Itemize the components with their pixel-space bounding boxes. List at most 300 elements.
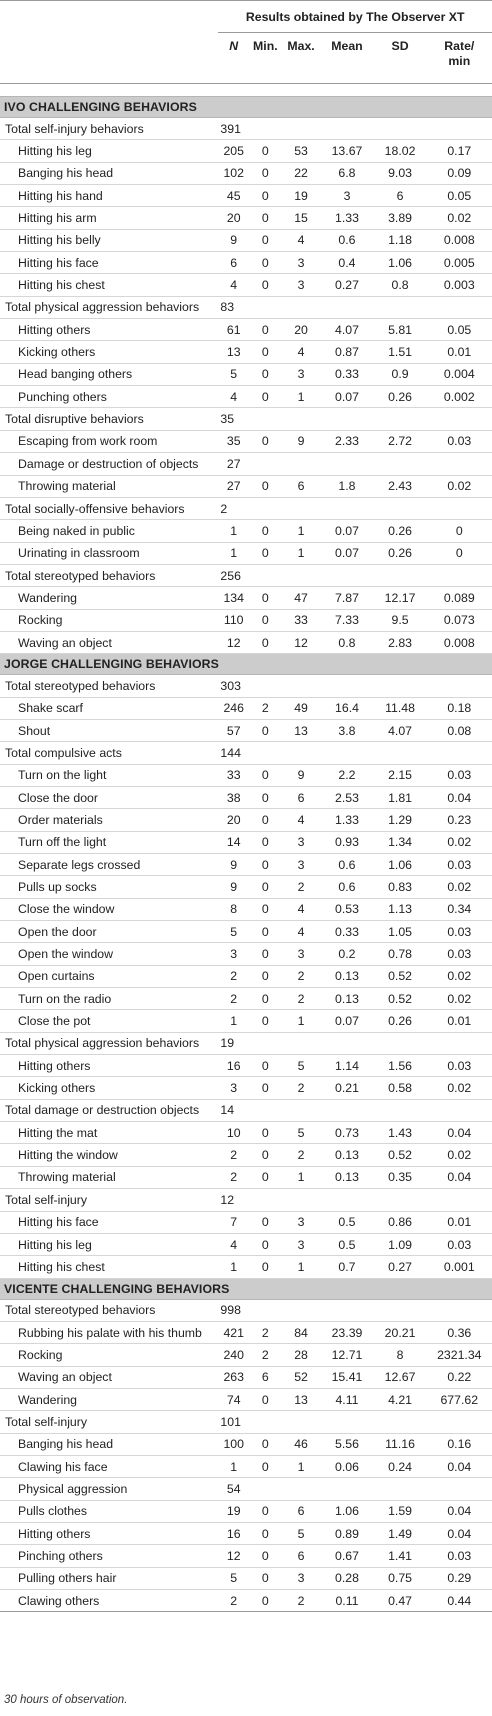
cell-max: 2 [282, 1077, 321, 1099]
cell-max: 3 [282, 943, 321, 965]
cell-rate: 0.04 [427, 786, 492, 808]
cell-mean: 0.6 [320, 854, 373, 876]
cell-mean: 0.13 [320, 988, 373, 1010]
cell-sd: 18.02 [374, 140, 427, 162]
cell-max: 19 [282, 185, 321, 207]
cell-rate: 0.03 [427, 921, 492, 943]
cell-behavior-label: Kicking others [0, 1077, 218, 1099]
cell-behavior-label: Pulls up socks [0, 876, 218, 898]
cell-mean: 0.28 [320, 1567, 373, 1589]
header-blank-cell [0, 1, 218, 33]
table-row [0, 252, 492, 274]
table-body [0, 97, 492, 1612]
cell-rate: 0.18 [427, 697, 492, 719]
cell-sd [374, 1189, 427, 1211]
table-row-total [0, 1299, 492, 1321]
header-row-group [0, 1, 492, 33]
cell-sd: 2.72 [374, 430, 427, 452]
cell-max: 1 [282, 1010, 321, 1032]
cell-behavior-label: Wandering [0, 587, 218, 609]
cell-rate: 0.073 [427, 609, 492, 631]
cell-n: 27 [218, 453, 249, 475]
cell-min: 6 [249, 1366, 282, 1388]
cell-sd [374, 564, 427, 586]
cell-max: 20 [282, 319, 321, 341]
cell-min: 2 [249, 1321, 282, 1343]
cell-n: 4 [218, 274, 249, 296]
cell-rate: 0.02 [427, 1077, 492, 1099]
cell-n: 2 [218, 1144, 249, 1166]
cell-min: 0 [249, 1233, 282, 1255]
cell-mean: 12.71 [320, 1344, 373, 1366]
cell-behavior-label: Total compulsive acts [0, 742, 218, 764]
cell-mean: 0.11 [320, 1590, 373, 1612]
cell-sd: 11.48 [374, 697, 427, 719]
cell-mean: 2.2 [320, 764, 373, 786]
cell-mean: 0.6 [320, 229, 373, 251]
column-header-n: N [218, 33, 249, 84]
cell-sd: 2.15 [374, 764, 427, 786]
cell-max: 6 [282, 1545, 321, 1567]
cell-min: 0 [249, 719, 282, 741]
cell-n: 7 [218, 1211, 249, 1233]
cell-max [282, 564, 321, 586]
cell-sd: 1.13 [374, 898, 427, 920]
cell-max: 3 [282, 252, 321, 274]
cell-rate: 0.03 [427, 764, 492, 786]
cell-sd: 1.81 [374, 786, 427, 808]
cell-min: 0 [249, 1077, 282, 1099]
cell-sd [374, 1478, 427, 1500]
table-row [0, 1233, 492, 1255]
column-header-min: Min. [249, 33, 282, 84]
table-row [0, 207, 492, 229]
cell-sd: 2.43 [374, 475, 427, 497]
cell-mean: 0.07 [320, 542, 373, 564]
cell-sd: 1.49 [374, 1522, 427, 1544]
cell-sd [374, 118, 427, 140]
cell-rate: 0.09 [427, 162, 492, 184]
cell-n: 45 [218, 185, 249, 207]
cell-rate: 0.02 [427, 475, 492, 497]
table-row [0, 1590, 492, 1612]
cell-max: 47 [282, 587, 321, 609]
table-row-total [0, 1032, 492, 1054]
cell-mean: 2.33 [320, 430, 373, 452]
table-row [0, 1500, 492, 1522]
cell-behavior-label: Rubbing his palate with his thumb [0, 1321, 218, 1343]
cell-sd: 0.58 [374, 1077, 427, 1099]
cell-behavior-label: Total socially-offensive behaviors [0, 497, 218, 519]
cell-max [282, 1189, 321, 1211]
table-row [0, 587, 492, 609]
cell-mean: 0.07 [320, 1010, 373, 1032]
cell-mean: 6.8 [320, 162, 373, 184]
cell-sd: 1.09 [374, 1233, 427, 1255]
cell-max: 3 [282, 1233, 321, 1255]
cell-rate: 0.02 [427, 831, 492, 853]
cell-n: 14 [218, 1099, 249, 1121]
cell-max: 6 [282, 786, 321, 808]
cell-min: 0 [249, 1055, 282, 1077]
cell-max: 9 [282, 430, 321, 452]
cell-rate: 0.03 [427, 943, 492, 965]
table-row-total [0, 564, 492, 586]
table-row [0, 430, 492, 452]
cell-mean: 0.5 [320, 1233, 373, 1255]
cell-sd: 20.21 [374, 1321, 427, 1343]
cell-sd: 0.75 [374, 1567, 427, 1589]
cell-min: 0 [249, 1590, 282, 1612]
cell-sd: 0.26 [374, 520, 427, 542]
cell-min [249, 1411, 282, 1433]
cell-min: 0 [249, 542, 282, 564]
cell-max: 3 [282, 854, 321, 876]
cell-mean: 0.89 [320, 1522, 373, 1544]
cell-max [282, 296, 321, 318]
cell-sd: 0.83 [374, 876, 427, 898]
cell-mean: 0.13 [320, 1144, 373, 1166]
cell-rate: 0.05 [427, 319, 492, 341]
cell-behavior-label: Banging his head [0, 1433, 218, 1455]
cell-sd: 2.83 [374, 631, 427, 653]
cell-n: 101 [218, 1411, 249, 1433]
cell-sd [374, 408, 427, 430]
cell-mean: 0.06 [320, 1455, 373, 1477]
cell-sd: 8 [374, 1344, 427, 1366]
cell-max: 4 [282, 898, 321, 920]
cell-mean: 0.27 [320, 274, 373, 296]
cell-sd: 6 [374, 185, 427, 207]
table-row [0, 1567, 492, 1589]
cell-n: 33 [218, 764, 249, 786]
cell-sd: 0.78 [374, 943, 427, 965]
cell-sd: 1.51 [374, 341, 427, 363]
cell-sd: 0.26 [374, 386, 427, 408]
cell-mean: 5.56 [320, 1433, 373, 1455]
cell-sd [374, 1032, 427, 1054]
cell-mean [320, 1411, 373, 1433]
cell-max [282, 1099, 321, 1121]
cell-behavior-label: Hitting his belly [0, 229, 218, 251]
table-row [0, 988, 492, 1010]
cell-sd: 1.43 [374, 1122, 427, 1144]
cell-n: 134 [218, 587, 249, 609]
cell-n: 110 [218, 609, 249, 631]
cell-rate [427, 1099, 492, 1121]
cell-behavior-label: Hitting his chest [0, 274, 218, 296]
cell-n: 8 [218, 898, 249, 920]
cell-behavior-label: Hitting his face [0, 1211, 218, 1233]
cell-behavior-label: Total physical aggression behaviors [0, 296, 218, 318]
cell-mean: 2.53 [320, 786, 373, 808]
cell-sd: 12.17 [374, 587, 427, 609]
cell-n: 2 [218, 1590, 249, 1612]
cell-rate: 0.03 [427, 430, 492, 452]
cell-sd: 12.67 [374, 1366, 427, 1388]
cell-n: 16 [218, 1522, 249, 1544]
cell-mean [320, 564, 373, 586]
cell-mean [320, 675, 373, 697]
cell-max: 15 [282, 207, 321, 229]
cell-min: 0 [249, 764, 282, 786]
cell-mean [320, 1478, 373, 1500]
cell-behavior-label: Pinching others [0, 1545, 218, 1567]
cell-n: 303 [218, 675, 249, 697]
cell-rate: 0.003 [427, 274, 492, 296]
cell-n: 3 [218, 1077, 249, 1099]
cell-min: 0 [249, 185, 282, 207]
cell-n: 9 [218, 854, 249, 876]
cell-n: 16 [218, 1055, 249, 1077]
cell-behavior-label: Hitting the mat [0, 1122, 218, 1144]
cell-min [249, 118, 282, 140]
cell-sd: 0.9 [374, 363, 427, 385]
cell-mean: 7.33 [320, 609, 373, 631]
cell-n: 2 [218, 965, 249, 987]
cell-min: 0 [249, 1010, 282, 1032]
cell-rate: 0.23 [427, 809, 492, 831]
cell-mean: 0.73 [320, 1122, 373, 1144]
cell-n: 12 [218, 1189, 249, 1211]
cell-behavior-label: Total self-injury behaviors [0, 118, 218, 140]
cell-behavior-label: Rocking [0, 609, 218, 631]
table-row [0, 1256, 492, 1278]
cell-n: 1 [218, 542, 249, 564]
cell-behavior-label: Physical aggression [0, 1478, 218, 1500]
cell-behavior-label: Close the pot [0, 1010, 218, 1032]
cell-sd: 0.52 [374, 1144, 427, 1166]
cell-mean: 1.33 [320, 809, 373, 831]
cell-rate: 0 [427, 520, 492, 542]
cell-max [282, 1411, 321, 1433]
cell-mean: 0.33 [320, 363, 373, 385]
cell-min: 0 [249, 921, 282, 943]
table-row [0, 1055, 492, 1077]
cell-mean: 0.33 [320, 921, 373, 943]
table-row [0, 1545, 492, 1567]
cell-behavior-label: Head banging others [0, 363, 218, 385]
table-row [0, 1144, 492, 1166]
cell-behavior-label: Clawing his face [0, 1455, 218, 1477]
table-row [0, 1211, 492, 1233]
cell-rate [427, 564, 492, 586]
cell-mean: 3.8 [320, 719, 373, 741]
cell-n: 2 [218, 497, 249, 519]
cell-n: 19 [218, 1032, 249, 1054]
cell-sd: 0.8 [374, 274, 427, 296]
table-row [0, 140, 492, 162]
cell-mean: 0.93 [320, 831, 373, 853]
cell-sd [374, 1099, 427, 1121]
table-row [0, 542, 492, 564]
cell-mean: 0.2 [320, 943, 373, 965]
cell-rate: 0.02 [427, 207, 492, 229]
cell-n: 35 [218, 430, 249, 452]
cell-max: 2 [282, 965, 321, 987]
cell-rate: 0.17 [427, 140, 492, 162]
cell-behavior-label: Escaping from work room [0, 430, 218, 452]
table-row [0, 876, 492, 898]
cell-n: 20 [218, 809, 249, 831]
header-blank-cell [0, 33, 218, 84]
cell-rate: 0.03 [427, 1055, 492, 1077]
cell-rate: 0.05 [427, 185, 492, 207]
cell-n: 12 [218, 1545, 249, 1567]
cell-n: 5 [218, 921, 249, 943]
cell-sd: 0.86 [374, 1211, 427, 1233]
cell-n: 2 [218, 1166, 249, 1188]
cell-max [282, 742, 321, 764]
cell-sd: 1.34 [374, 831, 427, 853]
cell-rate: 0.01 [427, 1010, 492, 1032]
cell-max [282, 118, 321, 140]
cell-n: 9 [218, 876, 249, 898]
cell-n: 14 [218, 831, 249, 853]
table-row [0, 1321, 492, 1343]
table-row [0, 831, 492, 853]
cell-max: 3 [282, 831, 321, 853]
cell-behavior-label: Open curtains [0, 965, 218, 987]
cell-min: 0 [249, 319, 282, 341]
cell-mean [320, 497, 373, 519]
cell-sd: 4.21 [374, 1388, 427, 1410]
cell-behavior-label: Open the window [0, 943, 218, 965]
header-row-columns [0, 33, 492, 84]
cell-behavior-label: Hitting his hand [0, 185, 218, 207]
cell-rate: 0.02 [427, 1144, 492, 1166]
cell-max [282, 453, 321, 475]
cell-mean: 0.5 [320, 1211, 373, 1233]
cell-n: 256 [218, 564, 249, 586]
cell-n: 1 [218, 1455, 249, 1477]
cell-n: 3 [218, 943, 249, 965]
cell-max: 4 [282, 341, 321, 363]
cell-mean: 0.07 [320, 520, 373, 542]
cell-behavior-label: Clawing others [0, 1590, 218, 1612]
table-row-total [0, 408, 492, 430]
cell-max: 5 [282, 1522, 321, 1544]
cell-mean: 0.53 [320, 898, 373, 920]
table-row-total [0, 118, 492, 140]
table-row-total [0, 1099, 492, 1121]
cell-rate [427, 296, 492, 318]
section-title: VICENTE CHALLENGING BEHAVIORS [0, 1278, 492, 1299]
cell-sd [374, 1299, 427, 1321]
cell-rate: 0.001 [427, 1256, 492, 1278]
cell-mean: 0.13 [320, 1166, 373, 1188]
table-row-total [0, 1189, 492, 1211]
cell-max: 2 [282, 1144, 321, 1166]
cell-min: 2 [249, 697, 282, 719]
table-row [0, 274, 492, 296]
cell-max: 4 [282, 229, 321, 251]
cell-sd: 9.5 [374, 609, 427, 631]
cell-rate: 0.03 [427, 1233, 492, 1255]
cell-sd: 1.06 [374, 252, 427, 274]
cell-sd: 0.24 [374, 1455, 427, 1477]
cell-rate: 0.02 [427, 988, 492, 1010]
cell-behavior-label: Separate legs crossed [0, 854, 218, 876]
cell-behavior-label: Shout [0, 719, 218, 741]
table-row-total [0, 296, 492, 318]
cell-mean: 7.87 [320, 587, 373, 609]
cell-behavior-label: Hitting others [0, 319, 218, 341]
table-footnote: 30 hours of observation. [4, 1694, 128, 1706]
cell-n: 74 [218, 1388, 249, 1410]
cell-sd: 1.41 [374, 1545, 427, 1567]
cell-max: 13 [282, 1388, 321, 1410]
cell-mean [320, 742, 373, 764]
cell-behavior-label: Total physical aggression behaviors [0, 1032, 218, 1054]
cell-behavior-label: Total self-injury [0, 1411, 218, 1433]
table-header [0, 1, 492, 97]
cell-mean: 0.6 [320, 876, 373, 898]
cell-behavior-label: Kicking others [0, 341, 218, 363]
section-header-row [0, 1278, 492, 1299]
cell-max: 1 [282, 1166, 321, 1188]
cell-sd [374, 497, 427, 519]
cell-min: 0 [249, 1211, 282, 1233]
cell-min [249, 296, 282, 318]
cell-min [249, 742, 282, 764]
cell-mean: 15.41 [320, 1366, 373, 1388]
cell-max: 4 [282, 921, 321, 943]
column-header-mean: Mean [320, 33, 373, 84]
cell-mean: 1.06 [320, 1500, 373, 1522]
cell-rate: 0.44 [427, 1590, 492, 1612]
cell-min [249, 1099, 282, 1121]
cell-max: 9 [282, 764, 321, 786]
header-spacer [0, 84, 492, 97]
cell-rate: 0.008 [427, 229, 492, 251]
cell-sd: 0.52 [374, 965, 427, 987]
cell-max: 22 [282, 162, 321, 184]
cell-min: 0 [249, 943, 282, 965]
cell-n: 100 [218, 1433, 249, 1455]
cell-mean: 0.13 [320, 965, 373, 987]
section-header-row [0, 97, 492, 118]
cell-min: 0 [249, 1122, 282, 1144]
cell-max: 49 [282, 697, 321, 719]
cell-behavior-label: Hitting the window [0, 1144, 218, 1166]
cell-min: 0 [249, 274, 282, 296]
cell-min [249, 408, 282, 430]
cell-min: 0 [249, 854, 282, 876]
cell-n: 12 [218, 631, 249, 653]
cell-max: 53 [282, 140, 321, 162]
cell-min: 0 [249, 609, 282, 631]
cell-behavior-label: Turn on the radio [0, 988, 218, 1010]
table-row [0, 786, 492, 808]
cell-max: 3 [282, 274, 321, 296]
cell-n: 57 [218, 719, 249, 741]
cell-rate [427, 1189, 492, 1211]
cell-behavior-label: Throwing material [0, 475, 218, 497]
cell-n: 998 [218, 1299, 249, 1321]
cell-behavior-label: Close the window [0, 898, 218, 920]
cell-rate [427, 1478, 492, 1500]
cell-sd: 0.26 [374, 542, 427, 564]
cell-mean: 1.14 [320, 1055, 373, 1077]
cell-min: 0 [249, 363, 282, 385]
cell-mean: 3 [320, 185, 373, 207]
column-header-rate [427, 33, 492, 84]
cell-max: 28 [282, 1344, 321, 1366]
cell-mean: 0.87 [320, 341, 373, 363]
table-row [0, 1366, 492, 1388]
cell-sd [374, 453, 427, 475]
